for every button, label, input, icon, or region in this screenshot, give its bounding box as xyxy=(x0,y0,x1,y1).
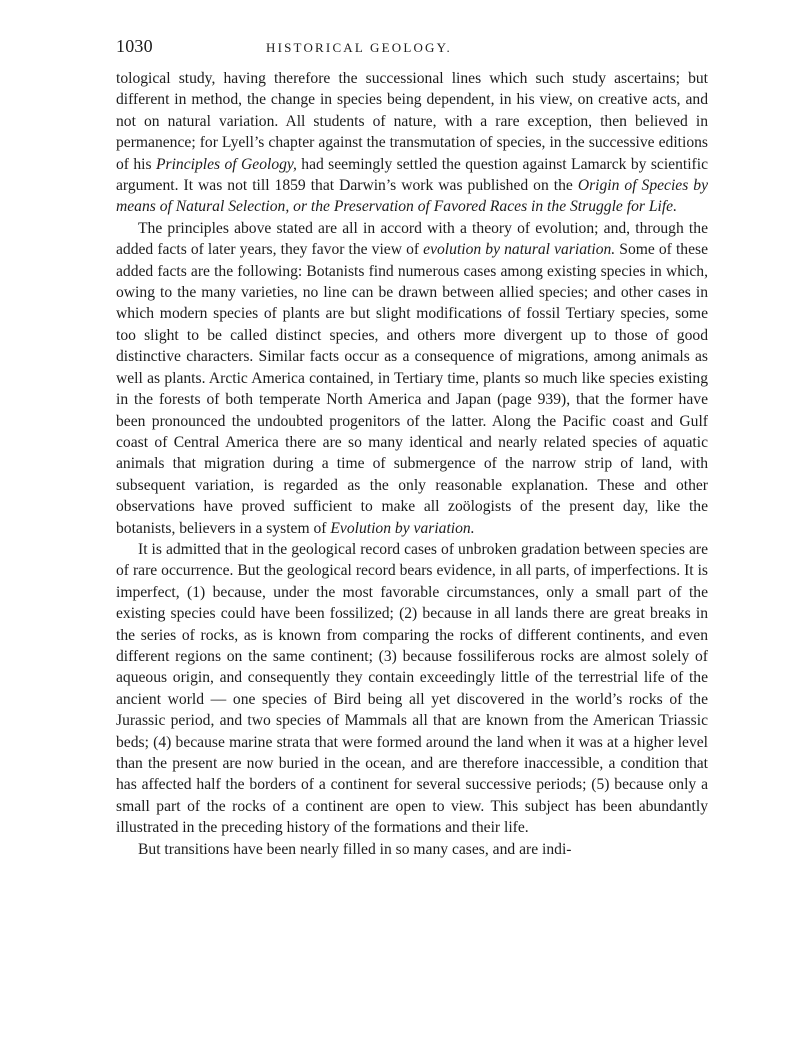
book-page xyxy=(116,36,708,860)
italic-segment: Evolution by variation. xyxy=(330,519,475,537)
running-title: HISTORICAL GEOLOGY. xyxy=(266,40,453,55)
text-segment: had seemingly settled the question against Lamarck by scientific argument. It was not till 1859 that Darwin’s work was published on the xyxy=(116,155,708,195)
text-segment: Some of these added facts are the following: Botanists find numerous cases among existing species in which, owing to the many varieties, no line can be drawn between allied species; and other cases in which modern species of plants are but slight modifications of fossil Tertiary species, some too slight to be called distinct species, and others more divergent up to those of good distinctive characters. Similar facts occur as a consequence of migrations, among animals as well as plants. Arctic America contained, in Tertiary time, plants so much like species existing in the forests of both temperate North America and Japan (page 939), that the former have been pronounced the undoubted progenitors of the latter. Along the Pacific coast and Gulf coast of Central America there are so many identical and nearly related species of aquatic animals that migration during a time of submergence of the narrow strip of land, with subsequent variation, is regarded as the only reasonable explanation. These and other observations have proved sufficient to make all zoölogists of the present day, like the botanists, believers in a system of xyxy=(116,241,709,537)
page-number: 1030 xyxy=(116,36,153,56)
italic-segment: Principles of Geology, xyxy=(155,155,297,173)
paragraph-3 xyxy=(116,539,708,839)
text-segment: tological study, having therefore the successional lines which such study ascertains; but different in method, the change in species being dependent, in his view, on creative acts, and not on natural variation. All students of nature, with a rare exception, then believed in permanence; for Lyell’s chapter against the transmutation of species, in the successive editions of his xyxy=(116,70,708,173)
paragraph-1 xyxy=(116,68,708,218)
running-head xyxy=(116,36,708,62)
paragraph-4 xyxy=(116,839,708,860)
paragraph-2 xyxy=(116,218,708,539)
text-segment: But transitions have been nearly filled in so many cases, and are indi- xyxy=(138,840,572,858)
text-segment: It is admitted that in the geological record cases of unbroken gradation between species are of rare occurrence. But the geological record bears evidence, in all parts, of imperfections. It is imperfect, (1) because, under the most favorable circumstances, only a small part of the existing species could have been fossilized; (2) because in all lands there are great breaks in the series of rocks, as is known from comparing the rocks of different continents, and even different regions on the same continent; (3) because fossiliferous rocks are almost solely of aqueous origin, and consequently they contain exceedingly little of the terrestrial life of the ancient world — one species of Bird being all yet discovered in the world’s rocks of the Jurassic period, and two species of Mammals all that are known from the American Triassic beds; (4) because marine strata that were formed around the land when it was at a higher level than the present are now buried in the ocean, and are therefore inaccessible, a condition that has affected half the borders of a continent for several successive periods; (5) because only a small part of the rocks of a continent are open to view. This subject has been abundantly illustrated in the preceding history of the formations and their life. xyxy=(116,540,708,837)
italic-segment: evolution by natural variation. xyxy=(423,241,616,259)
italic-segment: Origin of Species by means of Natural Selection, or the Preservation of Favored Races in the Struggle for Life. xyxy=(116,177,708,216)
text-segment: The principles above stated are all in accord with a theory of evolution; and, through the added facts of later years, they favor the view of xyxy=(116,219,708,259)
